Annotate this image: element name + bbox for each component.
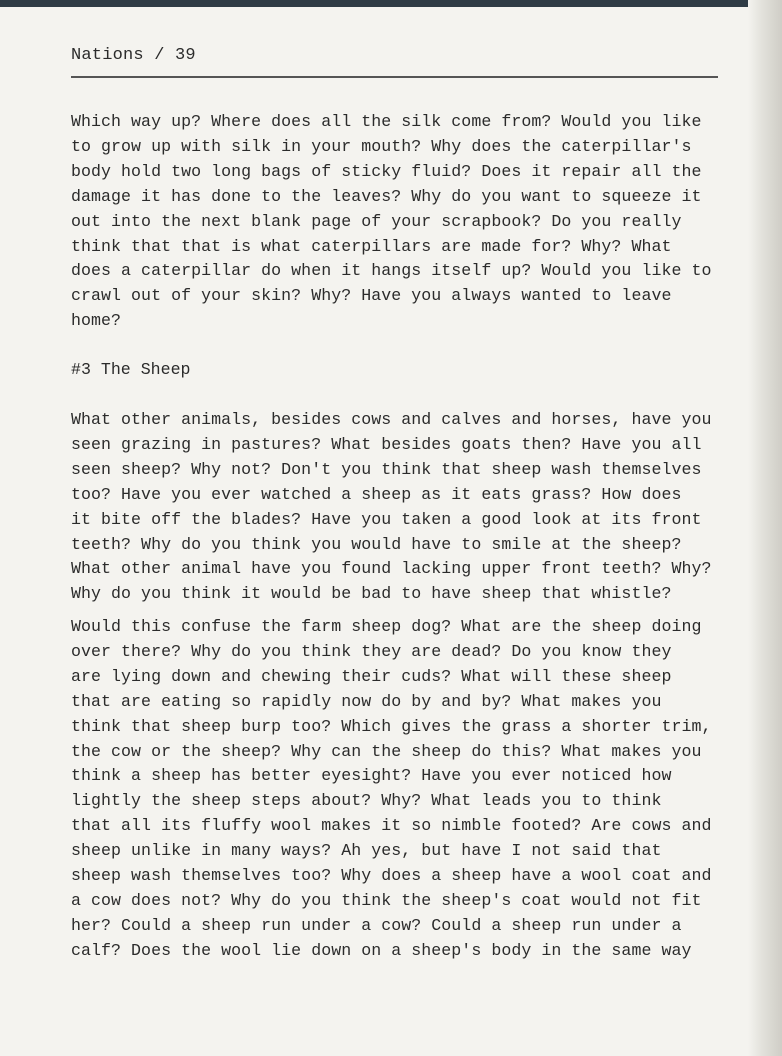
text-line: What other animals, besides cows and calves and horses, have you xyxy=(71,410,712,429)
text-line: to grow up with silk in your mouth? Why does the caterpillar's xyxy=(71,136,692,156)
text-line: lightly the sheep steps about? Why? What leads you to think xyxy=(71,791,662,811)
header-rule xyxy=(71,76,718,78)
text-line: seen grazing in pastures? What besides goats then? Have you all xyxy=(71,434,702,454)
text-line: out into the next blank page of your scrapbook? Do you really xyxy=(71,211,682,231)
text-line: crawl out of your skin? Why? Have you always wanted to leave xyxy=(71,286,672,306)
paragraph-2 xyxy=(71,408,712,607)
text-line: Why do you think it would be bad to have sheep that whistle? xyxy=(71,584,672,604)
scan-page-shadow xyxy=(748,0,782,1056)
text-line: teeth? Why do you think you would have to smile at the sheep? xyxy=(71,534,682,554)
text-line: home? xyxy=(71,311,122,331)
text-line: over there? Why do you think they are dead? Do you know they xyxy=(71,641,672,661)
paragraph-1 xyxy=(71,110,712,334)
text-line: are lying down and chewing their cuds? What will these sheep xyxy=(71,666,672,686)
paragraph-3 xyxy=(71,615,712,964)
text-line: that are eating so rapidly now do by and by? What makes you xyxy=(71,691,662,711)
text-line: seen sheep? Why not? Don't you think that sheep wash themselves xyxy=(71,459,702,479)
text-line: the cow or the sheep? Why can the sheep do this? What makes you xyxy=(71,741,702,761)
text-line: think that that is what caterpillars are made for? Why? What xyxy=(71,236,672,256)
running-head: Nations / 39 xyxy=(71,46,196,65)
text-line: body hold two long bags of sticky fluid? Does it repair all the xyxy=(71,161,702,181)
text-line: think a sheep has better eyesight? Have you ever noticed how xyxy=(71,766,672,786)
text-line: too? Have you ever watched a sheep as it eats grass? How does xyxy=(71,484,682,504)
text-line: What other animal have you found lacking upper front teeth? Why? xyxy=(71,559,712,579)
text-line: sheep unlike in many ways? Ah yes, but have I not said that xyxy=(71,841,662,861)
text-line: Would this confuse the farm sheep dog? What are the sheep doing xyxy=(71,617,702,636)
text-line: that all its fluffy wool makes it so nimble footed? Are cows and xyxy=(71,816,712,836)
text-line: think that sheep burp too? Which gives the grass a shorter trim, xyxy=(71,716,712,736)
text-line: a cow does not? Why do you think the sheep's coat would not fit xyxy=(71,890,702,910)
text-line: it bite off the blades? Have you taken a good look at its front xyxy=(71,509,702,529)
text-line: sheep wash themselves too? Why does a sheep have a wool coat and xyxy=(71,866,712,886)
text-line: does a caterpillar do when it hangs itself up? Would you like to xyxy=(71,261,712,281)
section-heading: #3 The Sheep xyxy=(71,360,191,379)
text-line: Which way up? Where does all the silk come from? Would you like xyxy=(71,112,702,131)
text-line: her? Could a sheep run under a cow? Could a sheep run under a xyxy=(71,915,682,935)
text-line: damage it has done to the leaves? Why do you want to squeeze it xyxy=(71,186,702,206)
text-line: calf? Does the wool lie down on a sheep's body in the same way xyxy=(71,940,692,960)
book-page xyxy=(71,0,721,1056)
